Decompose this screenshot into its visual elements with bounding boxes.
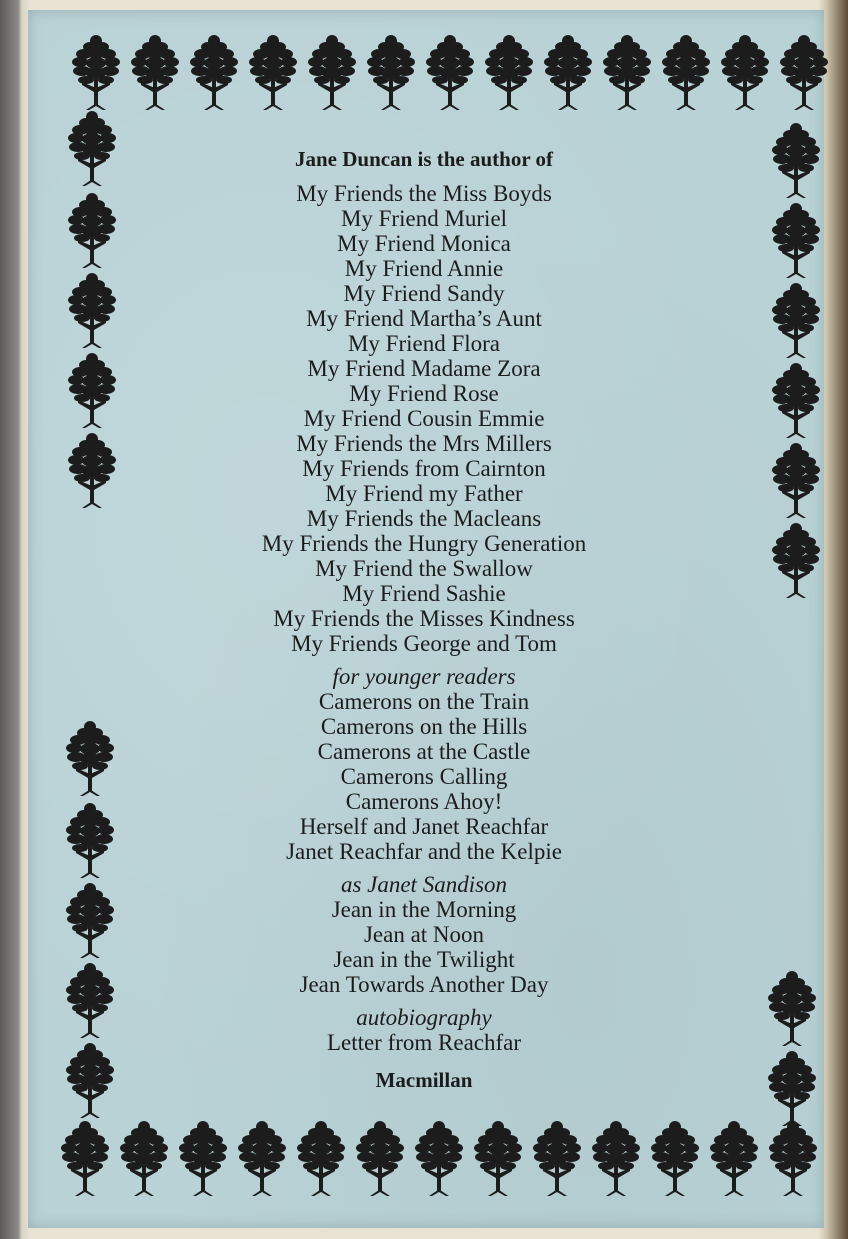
tree-icon [66,190,118,270]
tree-icon [766,968,818,1048]
tree-icon [770,520,822,600]
autobiography-heading: autobiography [356,1005,492,1030]
title-line: Camerons Calling [340,764,508,789]
tree-icon [306,32,358,112]
title-line: My Friend the Swallow [315,556,533,581]
tree-icon [365,32,417,112]
tree-icon [64,1040,116,1120]
title-line: Letter from Reachfar [326,1030,522,1055]
tree-icon [483,32,535,112]
title-line: My Friends George and Tom [291,631,557,656]
title-line: My Friend Sashie [342,581,506,606]
tree-icon [66,430,118,510]
tree-icon [590,1118,642,1198]
back-cover [28,10,824,1228]
tree-icon [770,440,822,520]
tree-icon [70,32,122,112]
tree-icon [424,32,476,112]
title-line: Camerons on the Hills [320,714,528,739]
tree-icon [649,1118,701,1198]
tree-icon [472,1118,524,1198]
tree-icon [66,350,118,430]
title-line: My Friend Annie [344,256,504,281]
tree-icon [118,1118,170,1198]
tree-icon [64,718,116,798]
tree-icon [708,1118,760,1198]
title-line: My Friend Martha’s Aunt [306,306,542,331]
tree-icon [542,32,594,112]
tree-icon [64,800,116,880]
tree-icon [295,1118,347,1198]
title-line: My Friends the Miss Boyds [296,181,552,206]
tree-icon [66,270,118,350]
tree-icon [236,1118,288,1198]
tree-icon [770,120,822,200]
tree-icon [770,360,822,440]
tree-icon [354,1118,406,1198]
tree-icon [660,32,712,112]
tree-icon [64,880,116,960]
title-line: Camerons on the Train [318,689,530,714]
title-line: My Friends the Mrs Millers [296,431,552,456]
tree-icon [719,32,771,112]
tree-icon [778,32,830,112]
tree-icon [770,200,822,280]
title-line: My Friends the Hungry Generation [261,531,587,556]
younger-readers-heading: for younger readers [332,664,516,689]
publisher-name: Macmillan [375,1068,473,1092]
title-line: Camerons Ahoy! [345,789,503,814]
title-line: My Friend Flora [347,331,501,356]
tree-icon [59,1118,111,1198]
tree-icon [177,1118,229,1198]
title-line: Jean in the Twilight [333,947,515,972]
title-line: My Friends from Cairnton [302,456,546,481]
tree-icon [129,32,181,112]
title-line: Jean Towards Another Day [299,972,549,997]
title-line: My Friend Madame Zora [307,356,541,381]
tree-icon [767,1118,819,1198]
title-line: My Friend Cousin Emmie [303,406,545,431]
tree-icon [531,1118,583,1198]
tree-icon [770,280,822,360]
tree-icon [601,32,653,112]
title-line: My Friend Muriel [340,206,508,231]
tree-icon [413,1118,465,1198]
title-line: Herself and Janet Reachfar [299,814,549,839]
title-line: My Friends the Macleans [306,506,542,531]
title-line: Camerons at the Castle [317,739,531,764]
title-line: My Friend Monica [337,231,511,256]
title-line: My Friend Sandy [343,281,505,306]
title-line: My Friend Rose [349,381,499,406]
title-line: Jean in the Morning [331,897,517,922]
title-line: Jean at Noon [363,922,485,947]
tree-icon [247,32,299,112]
sandison-heading: as Janet Sandison [340,872,508,897]
tree-icon [66,108,118,188]
title-line: Janet Reachfar and the Kelpie [286,839,562,864]
title-line: My Friend my Father [325,481,523,506]
author-heading: Jane Duncan is the author of [294,147,554,171]
tree-icon [64,960,116,1040]
title-line: My Friends the Misses Kindness [273,606,575,631]
tree-icon [188,32,240,112]
tree-icon [766,1048,818,1128]
